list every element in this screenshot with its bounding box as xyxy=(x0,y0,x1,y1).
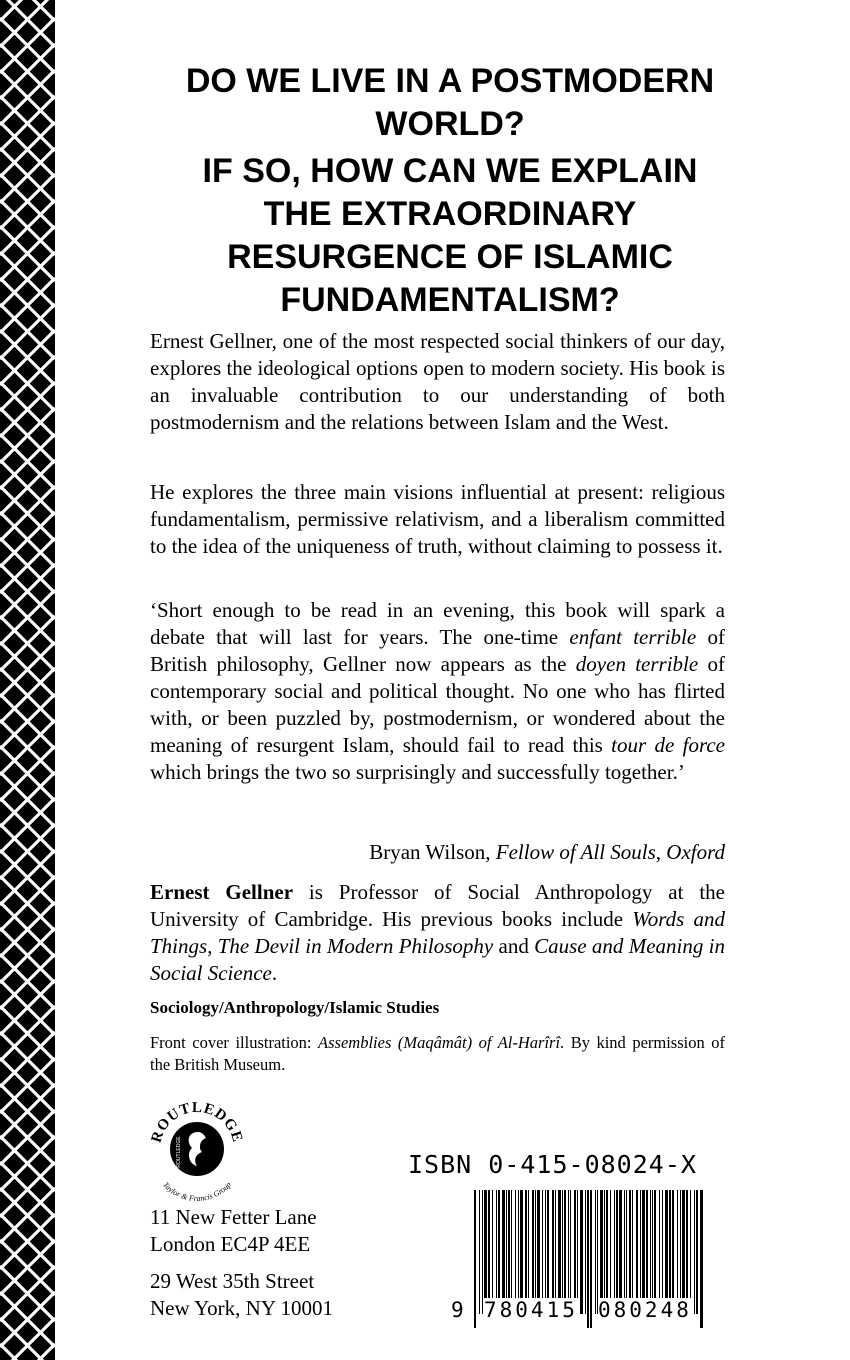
cover-illustration-credit: Front cover illustration: Assemblies (Maqâmât) of Al-Harîrî. By kind permission of the British Museum. xyxy=(150,1033,726,1074)
routledge-logo xyxy=(140,1092,254,1206)
svg-text:Taylor & Francis Group: Taylor & Francis Group xyxy=(161,1180,233,1204)
headline-question-1: DO WE LIVE IN A POSTMODERN WORLD? xyxy=(185,62,715,143)
isbn-label: ISBN 0-415-08024-X xyxy=(408,1150,697,1179)
description-paragraph-2: He explores the three main visions influential at present: religious fundamentalism, permissive relativism, and a liberalism committed to the idea of the uniqueness of truth, without claiming to possess it. xyxy=(150,480,725,558)
address-new-york: 29 West 35th Street New York, NY 10001 xyxy=(150,1269,333,1320)
description-paragraph-1: Ernest Gellner, one of the most respected social thinkers of our day, explores the ideological options open to modern society. His book is an invaluable contribution to our understanding of both postmodernism and the relations between Islam and the West. xyxy=(150,329,725,434)
subject-category: Sociology/Anthropology/Islamic Studies xyxy=(150,998,440,1017)
decorative-pattern-strip xyxy=(0,0,55,1360)
barcode-digit-first: 9 xyxy=(451,1298,464,1322)
headline-question-2: IF SO, HOW CAN WE EXPLAIN THE EXTRAORDINARY RESURGENCE OF ISLAMIC FUNDAMENTALISM? xyxy=(202,152,698,319)
review-quote: ‘Short enough to be read in an evening, this book will spark a debate that will last for years. The one-time enfant terrible of British philosophy, Gellner now appears as the doyen terrible of contemporary social and political thought. No one who has flirted with, or been puzzled by, postmodernism, or wondered about the meaning of resurgent Islam, should fail to read this tour de force which brings the two so surprisingly and successfully together.’ xyxy=(150,598,725,784)
author-bio: Ernest Gellner is Professor of Social Anthropology at the University of Cambridge. His previous books include Words and Things, The Devil in Modern Philosophy and Cause and Meaning in Social Science. xyxy=(150,880,726,985)
svg-text:ROUTLEDGE: ROUTLEDGE xyxy=(176,1136,182,1168)
barcode-digits-right: 080248 xyxy=(598,1298,692,1322)
address-london: 11 New Fetter Lane London EC4P 4EE xyxy=(150,1205,317,1256)
barcode-digits-left: 780415 xyxy=(484,1298,578,1322)
quote-attribution: Bryan Wilson, Fellow of All Souls, Oxford xyxy=(369,840,725,864)
svg-text:ROUTLEDGE: ROUTLEDGE xyxy=(148,1099,246,1145)
